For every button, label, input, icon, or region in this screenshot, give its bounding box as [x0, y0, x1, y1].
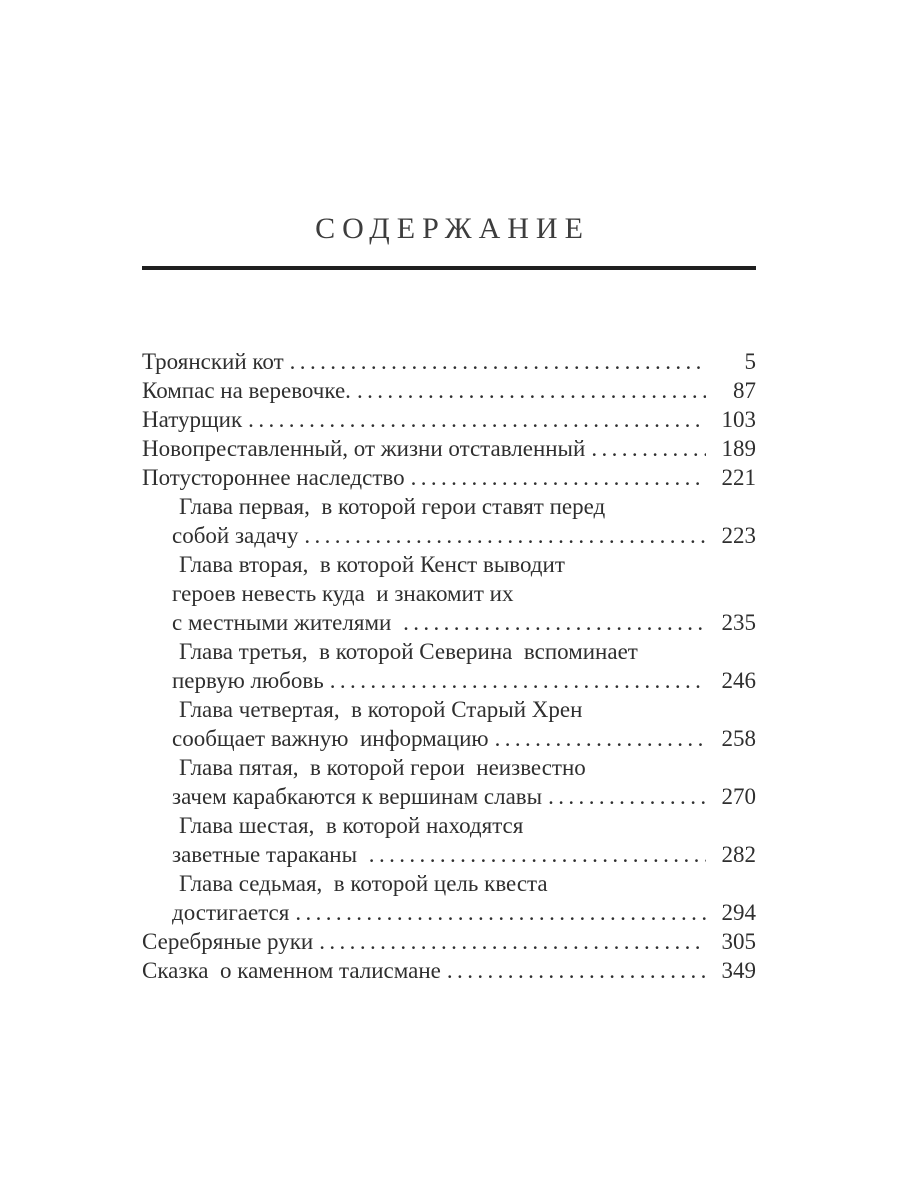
toc-chapter-line	[142, 666, 756, 695]
entry-title-text: Глава вторая, в которой Кенст выводит	[179, 552, 565, 577]
entry-title-text: Глава пятая, в которой герои неизвестно	[179, 755, 586, 780]
toc-chapter-line	[142, 550, 756, 579]
entry-title-text: Глава первая, в которой герои ставят перед	[179, 494, 606, 519]
toc-chapter-line	[142, 811, 756, 840]
entry-title-text: Новопреставленный, от жизни отставленный	[142, 436, 586, 461]
dot-leader	[351, 376, 706, 405]
dot-leader	[542, 782, 706, 811]
dot-leader	[324, 666, 706, 695]
toc-chapter-line	[142, 492, 756, 521]
toc-chapter-line	[142, 782, 756, 811]
toc-work-line	[142, 405, 756, 434]
page-number: 246	[721, 668, 756, 693]
entry-title-text: достигается	[172, 900, 290, 925]
page-number: 282	[721, 842, 756, 867]
dot-leader	[585, 434, 706, 463]
toc-chapter-line	[142, 840, 756, 869]
page-number: 103	[721, 407, 756, 432]
page-number: 235	[721, 610, 756, 635]
entry-title-text: первую любовь	[172, 668, 324, 693]
page-number: 270	[721, 784, 756, 809]
page-number: 189	[721, 436, 756, 461]
dot-leader	[397, 608, 706, 637]
toc-chapter-line	[142, 608, 756, 637]
page-number: 87	[733, 378, 756, 403]
toc-chapter-line	[142, 637, 756, 666]
entry-title-text: Глава четвертая, в которой Старый Хрен	[179, 697, 583, 722]
dot-leader	[284, 347, 706, 376]
entry-title-text: Глава третья, в которой Северина вспоминает	[179, 639, 638, 664]
entry-title-text: героев невесть куда и знакомит их	[172, 581, 514, 606]
dot-leader	[405, 463, 706, 492]
toc-chapter-line	[142, 695, 756, 724]
toc-chapter-line	[142, 724, 756, 753]
entry-title-text: Глава шестая, в которой находятся	[179, 813, 524, 838]
toc-chapter-line	[142, 869, 756, 898]
entry-title-text: заветные тараканы	[172, 842, 363, 867]
toc-list	[142, 347, 756, 985]
entry-title-text: Серебряные руки	[142, 929, 314, 954]
toc-work-line	[142, 927, 756, 956]
entry-title-text: Сказка о каменном талисмане	[142, 958, 441, 983]
entry-title-text: Глава седьмая, в которой цель квеста	[179, 871, 548, 896]
toc-work-line	[142, 376, 756, 405]
dot-leader	[441, 956, 706, 985]
toc-work-line	[142, 463, 756, 492]
entry-title-text: зачем карабкаются к вершинам славы	[172, 784, 543, 809]
page-number: 349	[721, 958, 756, 983]
toc-chapter-line	[142, 898, 756, 927]
dot-leader	[313, 927, 706, 956]
toc-content	[142, 0, 756, 985]
entry-title-text: с местными жителями	[172, 610, 398, 635]
page-number: 258	[721, 726, 756, 751]
toc-chapter-line	[142, 521, 756, 550]
dot-leader	[242, 405, 706, 434]
page-number: 294	[721, 900, 756, 925]
dot-leader	[289, 898, 706, 927]
entry-title-text: сообщает важную информацию	[172, 726, 489, 751]
page-number: 223	[721, 523, 756, 548]
dot-leader	[298, 521, 706, 550]
dot-leader	[363, 840, 706, 869]
toc-chapter-line	[142, 753, 756, 782]
entry-title-text: собой задачу	[172, 523, 299, 548]
entry-title-text: Потустороннее наследство	[142, 465, 405, 490]
page-title: СОДЕРЖАНИЕ	[315, 212, 590, 245]
heading-divider	[142, 266, 756, 270]
page-number: 305	[721, 929, 756, 954]
dot-leader	[489, 724, 706, 753]
entry-title-text: Троянский кот	[142, 349, 284, 374]
toc-work-line	[142, 956, 756, 985]
page-number: 221	[721, 465, 756, 490]
entry-title-text: Компас на веревочке.	[142, 378, 351, 403]
entry-title-text: Натурщик	[142, 407, 243, 432]
toc-work-line	[142, 347, 756, 376]
toc-work-line	[142, 434, 756, 463]
page-number: 5	[744, 349, 756, 374]
toc-chapter-line	[142, 579, 756, 608]
